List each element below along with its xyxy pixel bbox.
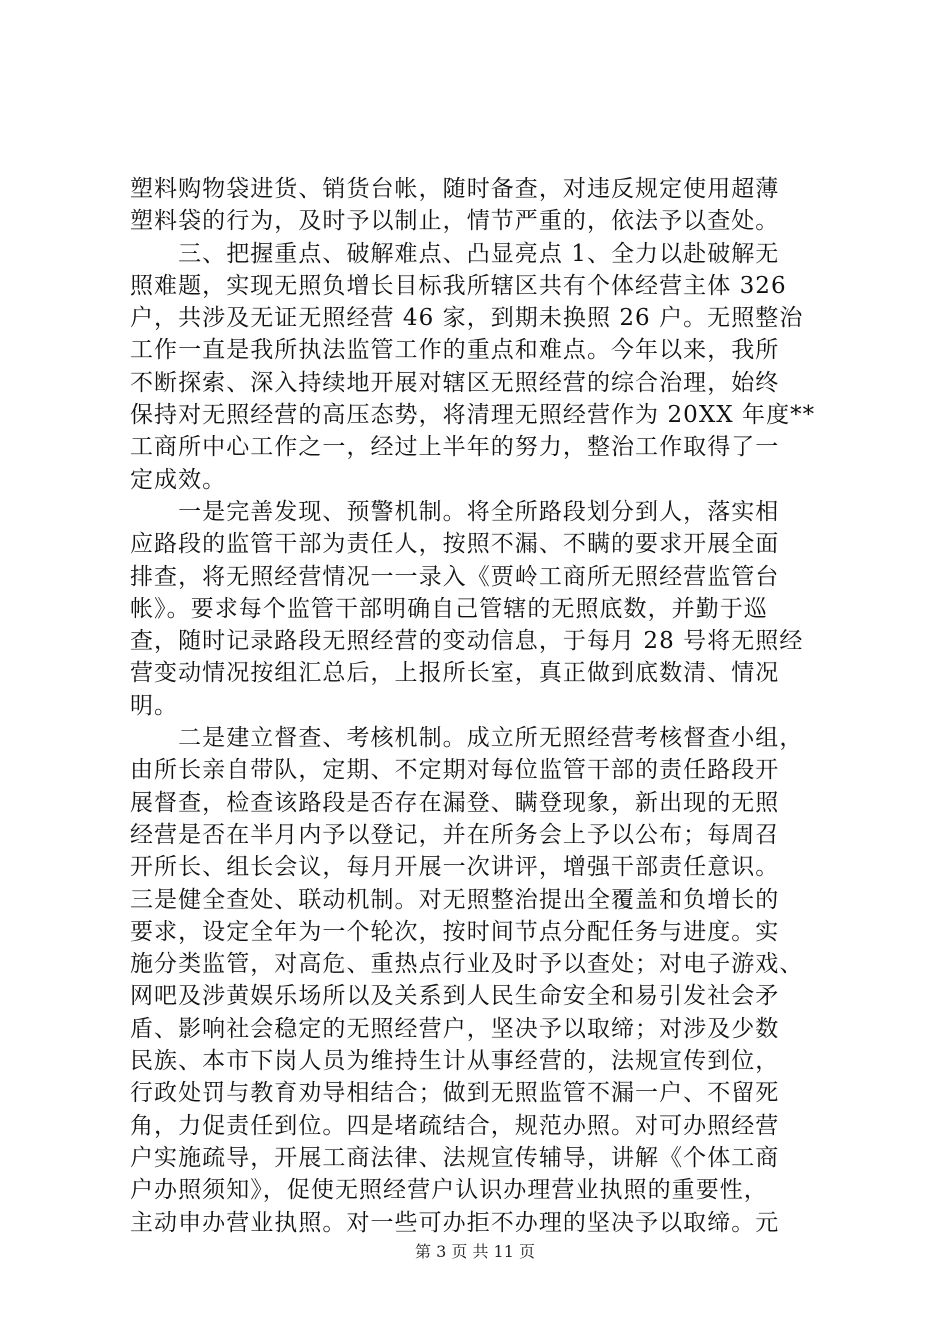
text-line: 保持对无照经营的高压态势，将清理无照经营作为 20XX 年度** — [130, 402, 816, 429]
text-line: 明。 — [130, 692, 179, 719]
text-line: 展督查，检查该路段是否存在漏登、瞒登现象，新出现的无照 — [130, 789, 780, 816]
text-line: 要求，设定全年为一个轮次，按时间节点分配任务与进度。实 — [130, 918, 780, 945]
text-line: 行政处罚与教育劝导相结合；做到无照监管不漏一户、不留死 — [130, 1080, 780, 1107]
text-line: 户实施疏导，开展工商法律、法规宣传辅导，讲解《个体工商 — [130, 1144, 780, 1171]
text-line: 二是建立督查、考核机制。成立所无照经营考核督查小组， — [130, 725, 804, 752]
page-number-footer: 第 3 页 共 11 页 — [415, 1242, 535, 1261]
body-text — [130, 173, 830, 1239]
text-line: 应路段的监管干部为责任人，按照不漏、不瞒的要求开展全面 — [130, 531, 780, 558]
text-line: 户办照须知》，促使无照经营户认识办理营业执照的重要性， — [130, 1177, 768, 1204]
text-line: 不断探索、深入持续地开展对辖区无照经营的综合治理，始终 — [130, 369, 780, 396]
text-line: 工商所中心工作之一，经过上半年的努力，整治工作取得了一 — [130, 434, 780, 461]
text-line: 一是完善发现、预警机制。将全所路段划分到人，落实相 — [130, 498, 780, 525]
text-line: 开所长、组长会议，每月开展一次讲评，增强干部责任意识。 — [130, 854, 780, 881]
text-line: 盾、影响社会稳定的无照经营户，坚决予以取缔；对涉及少数 — [130, 1015, 780, 1042]
text-line: 定成效。 — [130, 466, 227, 493]
text-line: 施分类监管，对高危、重热点行业及时予以查处；对电子游戏、 — [130, 951, 804, 978]
text-line: 三、把握重点、破解难点、凸显亮点 1、全力以赴破解无 — [130, 240, 780, 267]
text-line: 照难题，实现无照负增长目标我所辖区共有个体经营主体 326 — [130, 272, 787, 299]
text-line: 经营是否在半月内予以登记，并在所务会上予以公布；每周召 — [130, 821, 780, 848]
text-line: 排查，将无照经营情况一一录入《贾岭工商所无照经营监管台 — [130, 563, 780, 590]
text-line: 塑料购物袋进货、销货台帐，随时备查，对违反规定使用超薄 — [130, 176, 780, 202]
text-line: 主动申办营业执照。对一些可办拒不办理的坚决予以取缔。元 — [130, 1209, 780, 1236]
text-line: 营变动情况按组汇总后，上报所长室，真正做到底数清、情况 — [130, 660, 780, 687]
text-line: 三是健全查处、联动机制。对无照整治提出全覆盖和负增长的 — [130, 886, 780, 913]
text-line: 网吧及涉黄娱乐场所以及关系到人民生命安全和易引发社会矛 — [130, 983, 780, 1010]
text-line: 由所长亲自带队，定期、不定期对每位监管干部的责任路段开 — [130, 757, 780, 784]
text-line: 帐》。要求每个监管干部明确自己管辖的无照底数，并勤于巡 — [130, 595, 768, 622]
text-line: 工作一直是我所执法监管工作的重点和难点。今年以来，我所 — [130, 337, 780, 364]
text-line: 角，力促责任到位。四是堵疏结合，规范办照。对可办照经营 — [130, 1112, 780, 1139]
text-line: 户，共涉及无证无照经营 46 家，到期未换照 26 户。无照整治 — [130, 305, 804, 332]
text-line: 查，随时记录路段无照经营的变动信息，于每月 28 号将无照经 — [130, 628, 804, 655]
text-line: 民族、本市下岗人员为维持生计从事经营的，法规宣传到位， — [130, 1048, 780, 1075]
text-line: 塑料袋的行为，及时予以制止，情节严重的，依法予以查处。 — [130, 208, 780, 235]
